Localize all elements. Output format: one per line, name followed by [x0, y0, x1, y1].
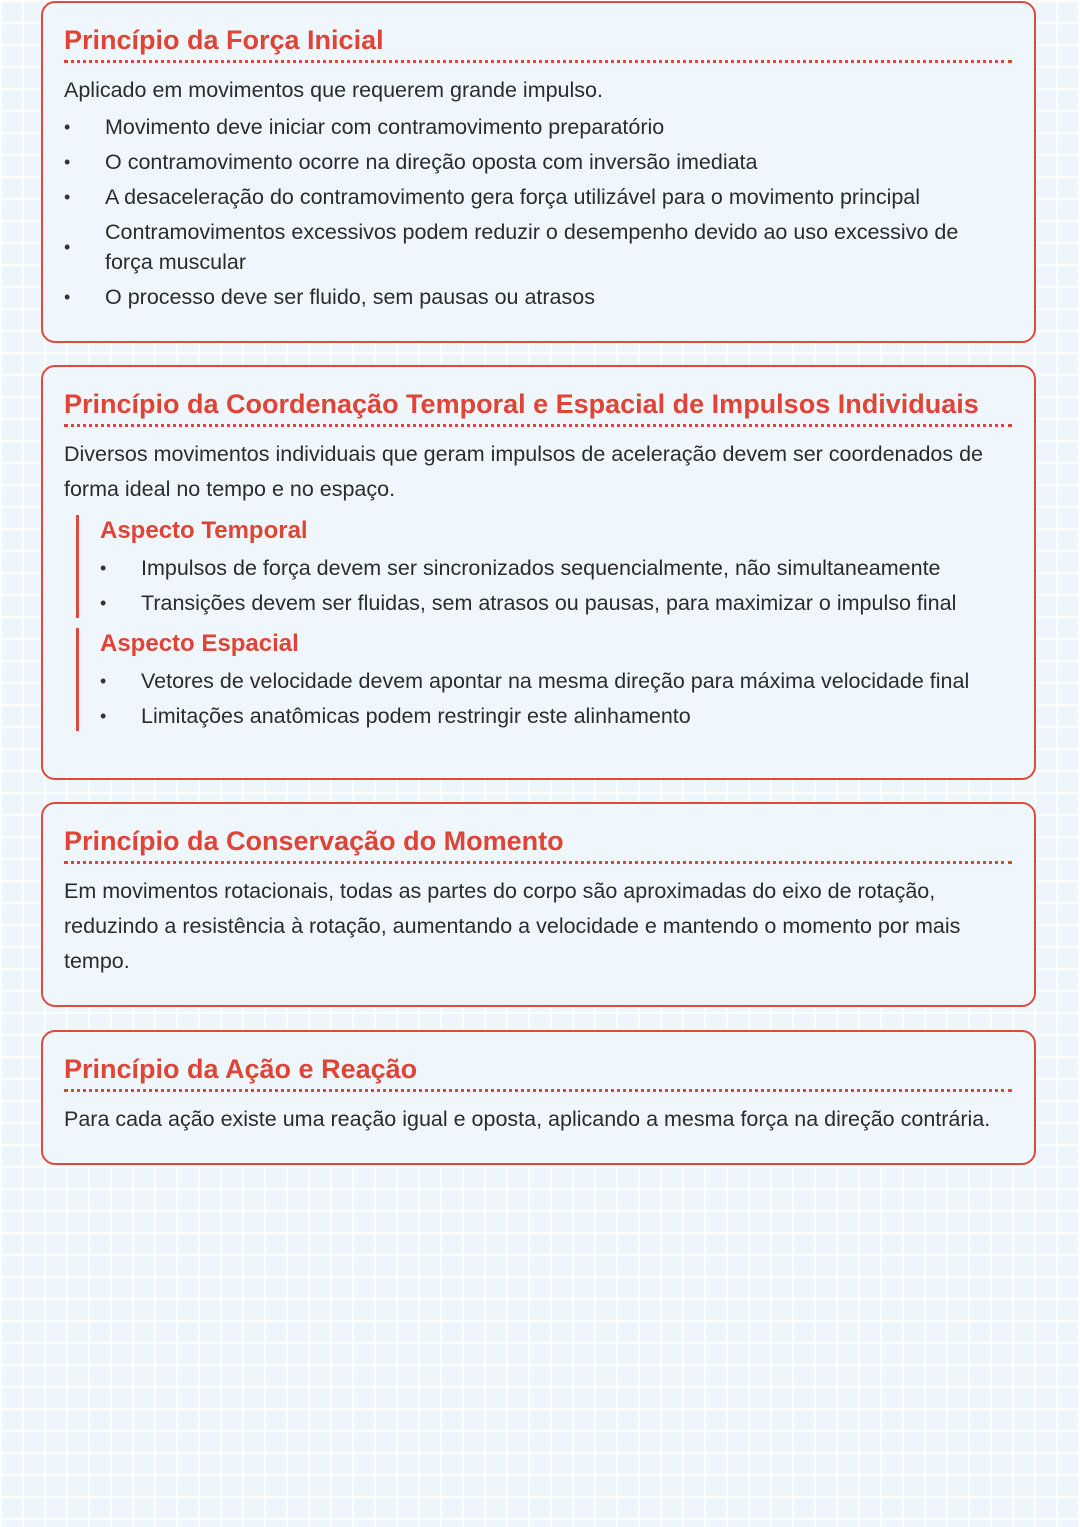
list-item: • Movimento deve iniciar com contramovimento preparatório: [64, 112, 1012, 142]
list-item: • O processo deve ser fluido, sem pausas ou atrasos: [64, 282, 1012, 312]
list-item: • Vetores de velocidade devem apontar na mesma direção para máxima velocidade final: [100, 666, 1012, 696]
card-title: Princípio da Ação e Reação: [64, 1052, 1012, 1092]
card-text: Para cada ação existe uma reação igual e oposta, aplicando a mesma força na direção contrária.: [64, 1107, 991, 1131]
list-item: • Impulsos de força devem ser sincronizados sequencialmente, não simultaneamente: [100, 553, 1012, 583]
aspect-title: Aspecto Temporal: [100, 517, 308, 544]
card-text: Em movimentos rotacionais, todas as partes do corpo são aproximadas do eixo de rotação, reduzindo a resistência à rotação, aumentando a velocidade e mantendo o momento por mais tempo.: [64, 879, 961, 973]
list-item: • O contramovimento ocorre na direção oposta com inversão imediata: [64, 147, 1012, 177]
card-forca-inicial: [41, 1, 1036, 343]
list-item: • Contramovimentos excessivos podem reduzir o desempenho devido ao uso excessivo de força muscular: [64, 217, 1012, 277]
bullet-list: [100, 666, 1012, 731]
card-conservacao-momento: [41, 802, 1036, 1007]
card-title: Princípio da Coordenação Temporal e Espacial de Impulsos Individuais: [64, 387, 1012, 427]
card-acao-reacao: [41, 1030, 1036, 1165]
bullet-list: [100, 553, 1012, 618]
aspect-temporal: [76, 515, 1012, 618]
aspect-title: Aspecto Espacial: [100, 630, 299, 657]
list-item: • A desaceleração do contramovimento gera força utilizável para o movimento principal: [64, 182, 1012, 212]
aspect-espacial: [76, 628, 1012, 731]
list-item: • Transições devem ser fluidas, sem atrasos ou pausas, para maximizar o impulso final: [100, 588, 1012, 618]
card-intro: Aplicado em movimentos que requerem grande impulso.: [64, 78, 603, 102]
card-title: Princípio da Força Inicial: [64, 23, 1012, 63]
list-item: • Limitações anatômicas podem restringir este alinhamento: [100, 701, 1012, 731]
card-intro: Diversos movimentos individuais que geram impulsos de aceleração devem ser coordenados de forma ideal no tempo e no espaço.: [64, 442, 983, 501]
card-coordenacao: [41, 365, 1036, 780]
card-title: Princípio da Conservação do Momento: [64, 824, 1012, 864]
bullet-list: [64, 112, 1012, 312]
